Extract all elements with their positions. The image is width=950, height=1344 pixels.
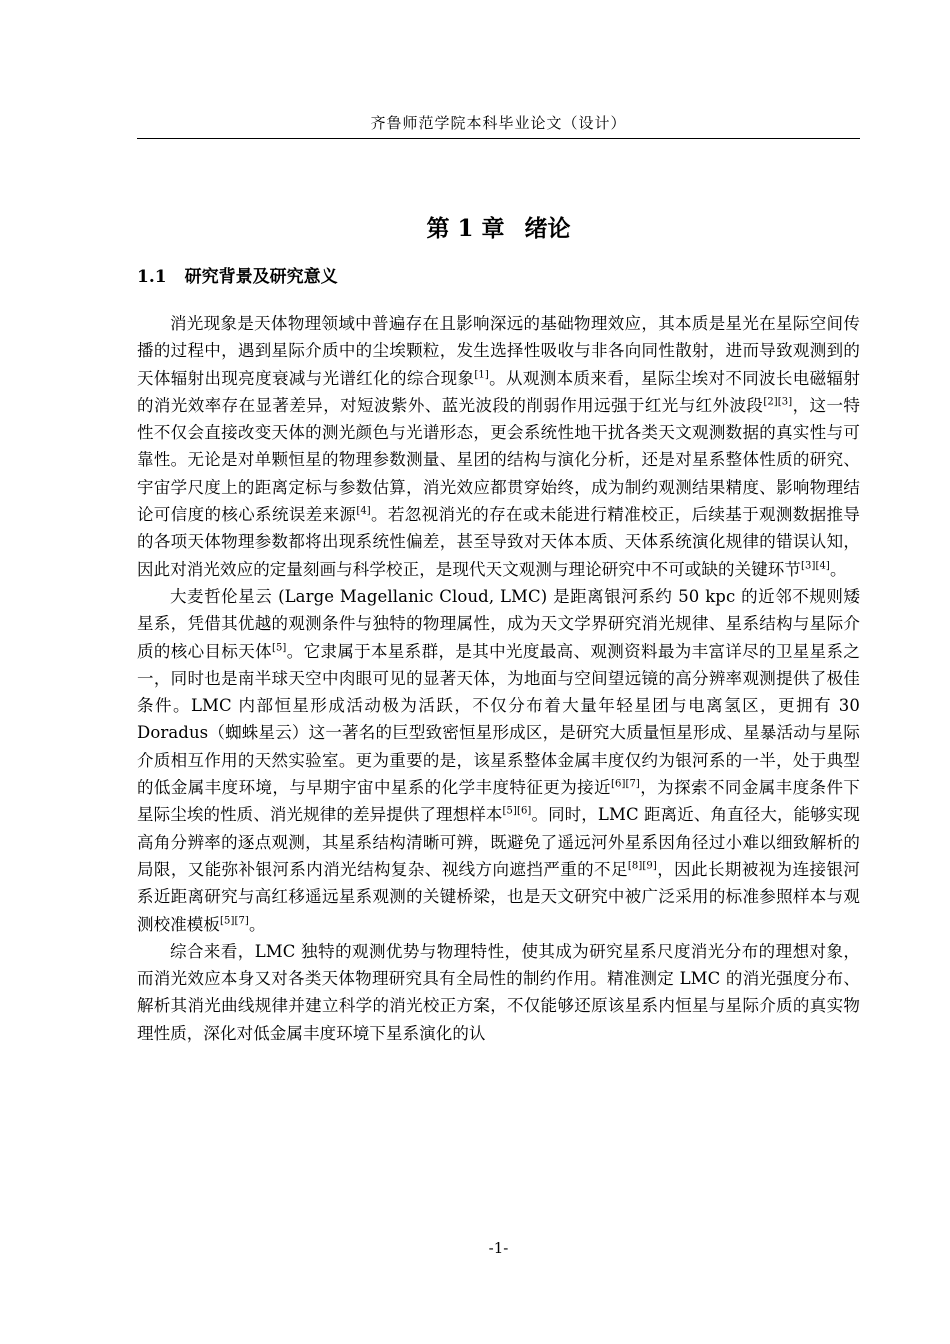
running-header: 齐鲁师范学院本科毕业论文（设计） xyxy=(370,114,627,132)
citation: [5] xyxy=(271,642,287,654)
paragraph-text: 。若忽视消光的存在或未能进行精准校正，后续基于观测数据推导的各项天体物理参数都将出现系统性偏差，甚至导致对天体本质、天体系统演化规律的错误认知，因此对消光效应的定量刻画与科学校正，是现代天文观测与理论研究中不可或缺的关键环节 xyxy=(137,505,860,579)
section-heading xyxy=(137,262,338,287)
citation: [6][7] xyxy=(610,778,640,790)
paragraph-text: 大麦哲伦星云 (Large Magellanic Cloud, LMC) 是距离银河系约 50 kpc 的近邻不规则矮星系，凭借其优越的观测条件与独特的物理属性，成为天文学界研究消光规律、星系结构与星际介质的核心目标天体 xyxy=(137,586,860,661)
paragraph xyxy=(137,938,860,1047)
paragraph xyxy=(137,310,860,583)
chapter-number: 第 1 章 xyxy=(426,215,505,242)
chapter-title xyxy=(137,210,860,243)
paragraph-text: ，为探索不同金属丰度条件下星际尘埃的性质、消光规律的差异提供了理想样本 xyxy=(137,778,860,825)
citation: [5][6] xyxy=(502,805,532,817)
paragraph-text: 综合来看，LMC 独特的观测优势与物理特性，使其成为研究星系尺度消光分布的理想对象，而消光效应本身又对各类天体物理研究具有全局性的制约作用。精准测定 LMC 的消光强度分布、解析其消光曲线规律并建立科学的消光校正方案，不仅能够还原该星系内恒星与星际介质的真实物理性质，深化对低金属丰度环境下星系演化的认 xyxy=(137,941,860,1043)
citation: [1] xyxy=(474,369,489,381)
citation: [8][9] xyxy=(627,860,657,872)
citation: [4] xyxy=(356,505,371,517)
paragraph-text: 。 xyxy=(248,914,266,934)
section-title: 研究背景及研究意义 xyxy=(184,267,338,287)
paragraph-text: 。从观测本质来看，星际尘埃对不同波长电磁辐射的消光效率存在显著差异，对短波紫外、蓝光波段的削弱作用远强于红光与红外波段 xyxy=(137,368,861,415)
paragraph-text: 。它隶属于本星系群，是其中光度最高、观测资料最为丰富详尽的卫星星系之一，同时也是南半球天空中肉眼可见的显著天体，为地面与空间望远镜的高分辨率观测提供了极佳条件。LMC 内部恒星形成活动极为活跃，不仅分布着大量年轻星团与电离氢区，更拥有 30 Doradus（蜘蛛星云）这一著名的巨型致密恒星形成区，是研究大质量恒星形成、星暴活动与星际介质相互作用的天然实验室。更为重要的是，该星系整体金属丰度仅约为银河系的一半，处于典型的低金属丰度环境，与早期宇宙中星系的化学丰度特征更为接近 xyxy=(137,641,860,798)
section-number: 1.1 xyxy=(137,267,167,287)
paragraph xyxy=(137,583,860,938)
paragraph-text: ，因此长期被视为连接银河系近距离研究与高红移遥远星系观测的关键桥梁，也是天文研究中被广泛采用的标准参照样本与观测校准模板 xyxy=(137,859,860,934)
body-text xyxy=(137,310,860,1047)
paragraph-text: 。 xyxy=(829,559,847,579)
citation: [3][4] xyxy=(801,560,830,572)
paragraph-text: 消光现象是天体物理领域中普遍存在且影响深远的基础物理效应，其本质是星光在星际空间传播的过程中，遇到星际介质中的尘埃颗粒，发生选择性吸收与非各向同性散射，进而导致观测到的天体辐射出现亮度衰减与光谱红化的综合现象 xyxy=(137,314,860,388)
paragraph-text: 。同时，LMC 距离近、角直径大，能够实现高角分辨率的逐点观测，其星系结构清晰可辨，既避免了遥远河外星系因角径过小难以细致解析的局限，又能弥补银河系内消光结构复杂、视线方向遮挡严重的不足 xyxy=(137,805,860,879)
chapter-name: 绪论 xyxy=(524,215,571,242)
header-rule xyxy=(137,138,860,139)
citation: [2][3] xyxy=(763,396,793,408)
citation: [5][7] xyxy=(220,915,249,927)
page-number: -1- xyxy=(488,1239,509,1257)
paragraph-text: ，这一特性不仅会直接改变天体的测光颜色与光谱形态，更会系统性地干扰各类天文观测数据的真实性与可靠性。无论是对单颗恒星的物理参数测量、星团的结构与演化分析，还是对星系整体性质的研究、宇宙学尺度上的距离定标与参数估算，消光效应都贯穿始终，成为制约观测结果精度、影响物理结论可信度的核心系统误差来源 xyxy=(137,395,860,525)
